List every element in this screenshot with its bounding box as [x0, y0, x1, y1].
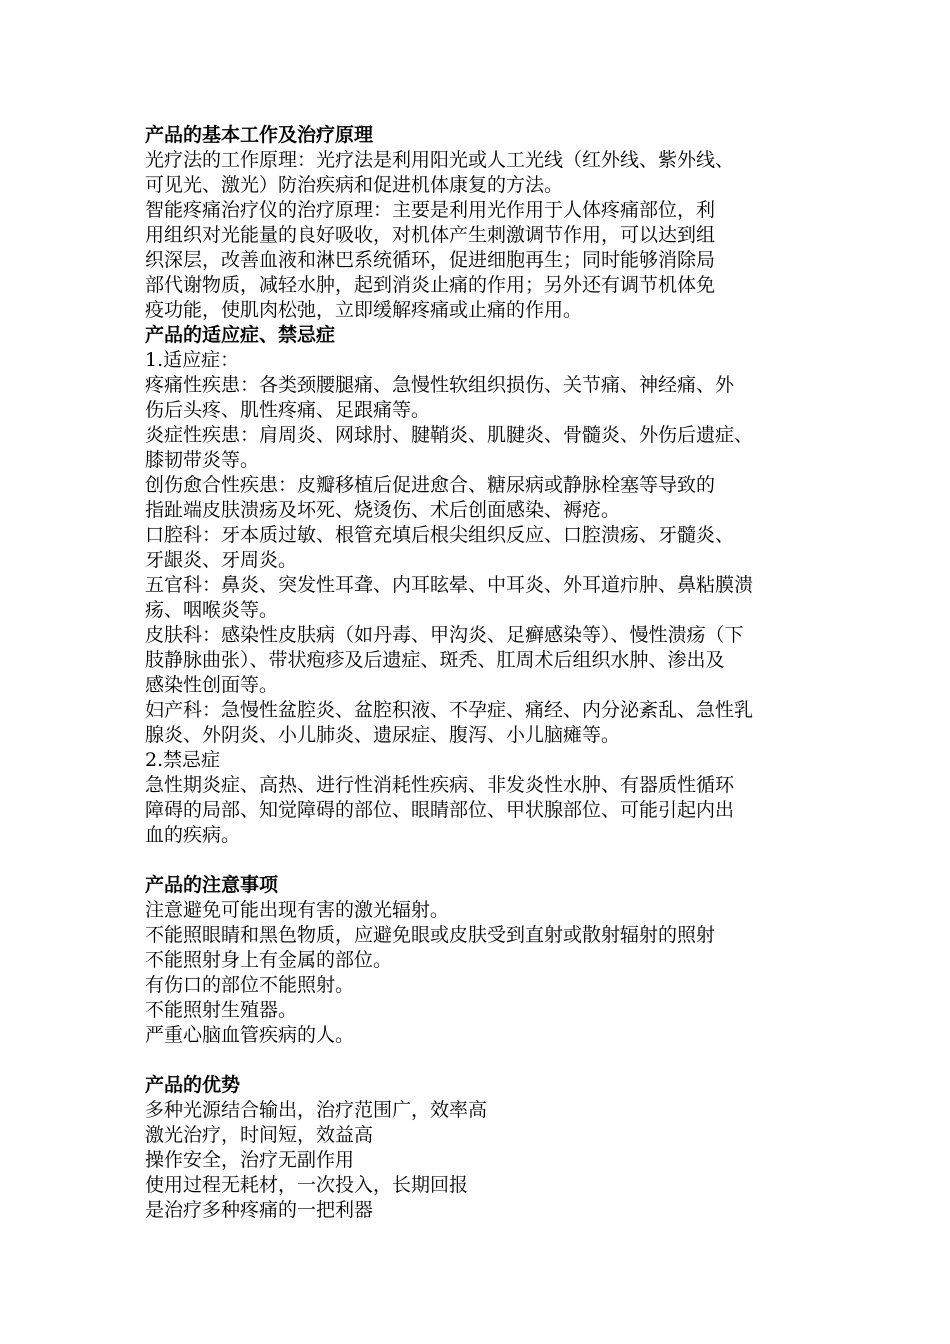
- paragraph-line: 口腔科：牙本质过敏、根管充填后根尖组织反应、口腔溃疡、牙髓炎、: [145, 524, 735, 546]
- paragraph-line: 急性期炎症、高热、进行性消耗性疾病、非发炎性水肿、有器质性循环: [145, 774, 735, 796]
- section-heading-advantages: 产品的优势: [145, 1074, 241, 1096]
- paragraph-line: 不能照眼睛和黑色物质，应避免眼或皮肤受到直射或散射辐射的照射: [145, 924, 716, 946]
- paragraph-line: 有伤口的部位不能照射。: [145, 974, 355, 996]
- paragraph-line: 疼痛性疾患：各类颈腰腿痛、急慢性软组织损伤、关节痛、神经痛、外: [145, 374, 735, 396]
- paragraph-line: 肢静脉曲张）、带状疱疹及后遗症、斑秃、肛周术后组织水肿、渗出及: [145, 649, 725, 671]
- paragraph-line: 不能照射生殖器。: [145, 999, 298, 1021]
- paragraph-line: 创伤愈合性疾患：皮瓣移植后促进愈合、糖尿病或静脉栓塞等导致的: [145, 474, 716, 496]
- paragraph-line: 炎症性疾患：肩周炎、网球肘、腱鞘炎、肌腱炎、骨髓炎、外伤后遗症、: [145, 424, 754, 446]
- paragraph-line: 障碍的局部、知觉障碍的部位、眼睛部位、甲状腺部位、可能引起内出: [145, 799, 735, 821]
- paragraph-line: 操作安全，治疗无副作用: [145, 1149, 355, 1171]
- paragraph-line: 用组织对光能量的良好吸收，对机体产生刺激调节作用，可以达到组: [145, 224, 716, 246]
- paragraph-line: 疡、咽喉炎等。: [145, 599, 279, 621]
- paragraph-line: 五官科：鼻炎、突发性耳聋、内耳眩晕、中耳炎、外耳道疖肿、鼻粘膜溃: [145, 574, 754, 596]
- document-page: [145, 123, 813, 1223]
- paragraph-line: 注意避免可能出现有害的激光辐射。: [145, 899, 450, 921]
- paragraph-line: 是治疗多种疼痛的一把利器: [145, 1199, 374, 1221]
- paragraph-line: 指趾端皮肤溃疡及坏死、烧烫伤、术后创面感染、褥疮。: [145, 499, 621, 521]
- paragraph-line: 伤后头疼、肌性疼痛、足跟痛等。: [145, 399, 431, 421]
- paragraph-line: 皮肤科：感染性皮肤病（如丹毒、甲沟炎、足癣感染等）、慢性溃疡（下: [145, 624, 744, 646]
- section-heading-precautions: 产品的注意事项: [145, 874, 279, 896]
- paragraph-line: 激光治疗，时间短，效益高: [145, 1124, 374, 1146]
- paragraph-line: 妇产科：急慢性盆腔炎、盆腔积液、不孕症、痛经、内分泌紊乱、急性乳: [145, 699, 754, 721]
- paragraph-line: 感染性创面等。: [145, 674, 279, 696]
- paragraph-line: 疫功能，使肌肉松弛，立即缓解疼痛或止痛的作用。: [145, 299, 583, 321]
- paragraph-line: 腺炎、外阴炎、小儿肺炎、遗尿症、腹泻、小儿脑瘫等。: [145, 724, 621, 746]
- paragraph-line: 血的疾病。: [145, 824, 241, 846]
- section-heading-principle: 产品的基本工作及治疗原理: [145, 124, 374, 146]
- paragraph-line: 严重心脑血管疾病的人。: [145, 1024, 355, 1046]
- paragraph-line: 使用过程无耗材，一次投入，长期回报: [145, 1174, 469, 1196]
- paragraph-line: 不能照射身上有金属的部位。: [145, 949, 393, 971]
- paragraph-line: 部代谢物质，减轻水肿，起到消炎止痛的作用；另外还有调节机体免: [145, 274, 716, 296]
- paragraph-line: 织深层，改善血液和淋巴系统循环，促进细胞再生；同时能够消除局: [145, 249, 716, 271]
- paragraph-line: 2.禁忌症: [145, 749, 221, 771]
- paragraph-line: 可见光、激光）防治疾病和促进机体康复的方法。: [145, 174, 564, 196]
- blank-line: [145, 848, 813, 873]
- paragraph-line: 膝韧带炎等。: [145, 449, 260, 471]
- paragraph-line: 光疗法的工作原理：光疗法是利用阳光或人工光线（红外线、紫外线、: [145, 149, 735, 171]
- section-heading-indications: 产品的适应症、禁忌症: [145, 324, 336, 346]
- paragraph-line: 智能疼痛治疗仪的治疗原理：主要是利用光作用于人体疼痛部位，利: [145, 199, 716, 221]
- paragraph-line: 牙龈炎、牙周炎。: [145, 549, 298, 571]
- blank-line: [145, 1048, 813, 1073]
- paragraph-line: 多种光源结合输出，治疗范围广，效率高: [145, 1099, 488, 1121]
- paragraph-line: 1.适应症：: [145, 349, 240, 371]
